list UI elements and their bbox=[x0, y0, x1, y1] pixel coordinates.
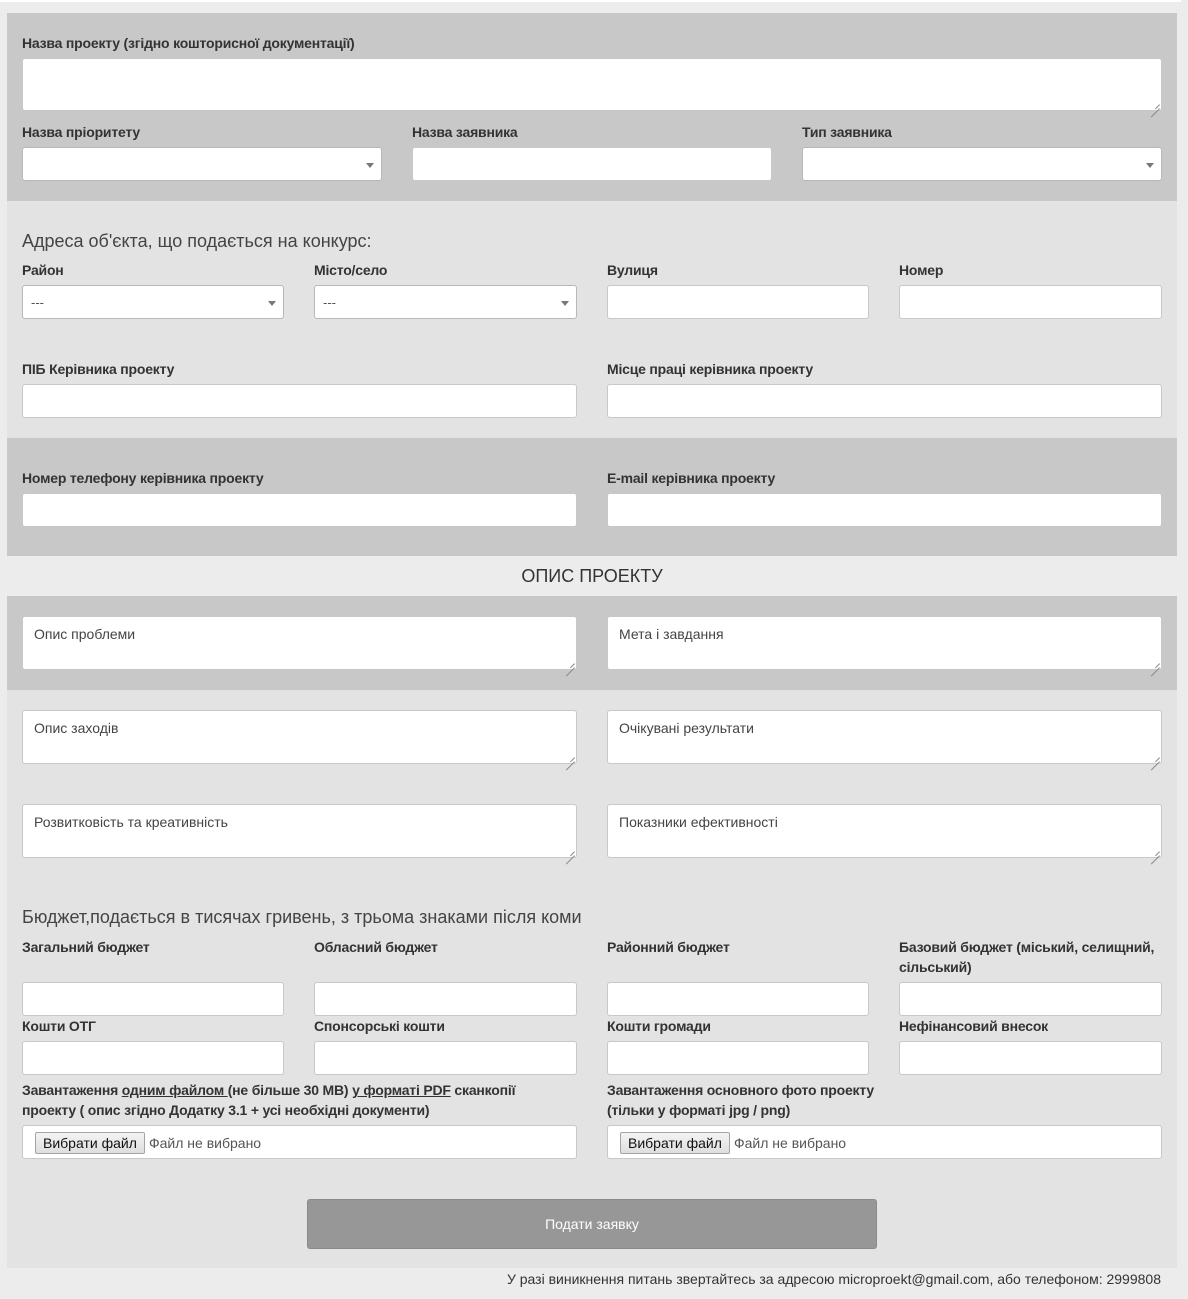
manager-name-input[interactable] bbox=[22, 384, 577, 418]
total-budget-input[interactable] bbox=[22, 982, 284, 1016]
priority-select[interactable] bbox=[22, 147, 382, 181]
community-funds-input[interactable] bbox=[607, 1041, 869, 1075]
choose-file-button[interactable]: Вибрати файл bbox=[620, 1132, 730, 1154]
address-section bbox=[7, 201, 1177, 338]
resize-grip-icon[interactable] bbox=[1150, 846, 1160, 856]
chevron-down-icon bbox=[268, 301, 276, 306]
goal-placeholder: Мета і завдання bbox=[619, 626, 724, 642]
upload-label-emphasis: одним файлом bbox=[121, 1082, 228, 1098]
document-upload-label bbox=[22, 1080, 562, 1120]
base-budget-input[interactable] bbox=[899, 982, 1162, 1016]
applicant-type-label: Тип заявника bbox=[802, 124, 892, 140]
resize-grip-icon[interactable] bbox=[565, 658, 575, 668]
application-form bbox=[7, 0, 1177, 1299]
manager-workplace-label: Місце праці керівника проекту bbox=[607, 361, 813, 377]
applicant-label: Назва заявника bbox=[412, 124, 518, 140]
results-textarea[interactable] bbox=[607, 710, 1162, 764]
submit-button[interactable]: Подати заявку bbox=[307, 1199, 877, 1249]
total-budget-label: Загальний бюджет bbox=[22, 939, 150, 955]
manager-name-label: ПІБ Керівника проекту bbox=[22, 361, 175, 377]
street-label: Вулиця bbox=[607, 262, 658, 278]
base-budget-label: Базовий бюджет (міський, селищний, сільський) bbox=[899, 939, 1155, 975]
choose-file-button[interactable]: Вибрати файл bbox=[35, 1132, 145, 1154]
district-select-value: --- bbox=[31, 295, 44, 310]
measures-textarea[interactable] bbox=[22, 710, 577, 764]
chevron-down-icon bbox=[366, 163, 374, 168]
district-select[interactable] bbox=[22, 285, 284, 319]
upload-label-emphasis: у форматі PDF bbox=[352, 1082, 451, 1098]
district-budget-label: Районний бюджет bbox=[607, 939, 730, 955]
otg-funds-label: Кошти ОТГ bbox=[22, 1018, 96, 1034]
address-heading: Адреса об'єкта, що подається на конкурс: bbox=[22, 231, 372, 251]
resize-grip-icon[interactable] bbox=[565, 846, 575, 856]
manager-email-input[interactable] bbox=[607, 493, 1162, 527]
manager-phone-label: Номер телефону керівника проекту bbox=[22, 470, 264, 486]
district-label: Район bbox=[22, 262, 64, 278]
manager-email-label: E-mail керівника проекту bbox=[607, 470, 776, 486]
manager-section bbox=[7, 338, 1177, 438]
measures-placeholder: Опис заходів bbox=[34, 720, 119, 736]
project-name-input[interactable] bbox=[22, 58, 1162, 111]
nonfinancial-label: Нефінансовий внесок bbox=[899, 1018, 1048, 1034]
results-placeholder: Очікувані результати bbox=[619, 720, 754, 736]
community-funds-label: Кошти громади bbox=[607, 1018, 711, 1034]
regional-budget-label: Обласний бюджет bbox=[314, 939, 438, 955]
efficiency-textarea[interactable] bbox=[607, 804, 1162, 858]
efficiency-placeholder: Показники ефективності bbox=[619, 814, 778, 830]
manager-workplace-input[interactable] bbox=[607, 384, 1162, 418]
street-input[interactable] bbox=[607, 285, 869, 319]
manager-phone-input[interactable] bbox=[22, 493, 577, 527]
resize-grip-icon[interactable] bbox=[1150, 752, 1160, 762]
number-label: Номер bbox=[899, 262, 944, 278]
city-select-value: --- bbox=[323, 295, 336, 310]
development-textarea[interactable] bbox=[22, 804, 577, 858]
photo-upload-label: Завантаження основного фото проекту (тільки у форматі jpg / png) bbox=[607, 1082, 874, 1118]
otg-funds-input[interactable] bbox=[22, 1041, 284, 1075]
city-select[interactable] bbox=[314, 285, 577, 319]
number-input[interactable] bbox=[899, 285, 1162, 319]
development-placeholder: Розвитковість та креативність bbox=[34, 814, 228, 830]
upload-label-part: сканкопії проекту ( опис згідно Додатку 3.1 + усі необхідні документи) bbox=[22, 1082, 516, 1118]
project-name-label: Назва проекту (згідно кошторисної документації) bbox=[22, 35, 355, 51]
priority-label: Назва пріоритету bbox=[22, 124, 140, 140]
goal-textarea[interactable] bbox=[607, 616, 1162, 670]
sponsor-funds-label: Спонсорські кошти bbox=[314, 1018, 445, 1034]
chevron-down-icon bbox=[1146, 163, 1154, 168]
contact-footer: У разі виникнення питань звертайтесь за адресою microproekt@gmail.com, або телефоном: 2999808 bbox=[506, 1271, 1161, 1287]
resize-grip-icon[interactable] bbox=[565, 752, 575, 762]
main-section bbox=[7, 690, 1177, 1268]
city-label: Місто/село bbox=[314, 262, 388, 278]
applicant-type-select[interactable] bbox=[802, 147, 1162, 181]
nonfinancial-input[interactable] bbox=[899, 1041, 1162, 1075]
problem-textarea[interactable] bbox=[22, 616, 577, 670]
document-file-input[interactable] bbox=[22, 1125, 577, 1159]
problem-placeholder: Опис проблеми bbox=[34, 626, 136, 642]
budget-heading: Бюджет,подається в тисячах гривень, з трьома знаками після коми bbox=[22, 907, 582, 927]
file-status: Файл не вибрано bbox=[149, 1135, 262, 1151]
upload-label-part: Завантаження bbox=[22, 1082, 122, 1098]
project-info-section bbox=[7, 13, 1177, 201]
contact-section bbox=[7, 438, 1177, 556]
photo-file-input[interactable] bbox=[607, 1125, 1162, 1159]
sponsor-funds-input[interactable] bbox=[314, 1041, 577, 1075]
resize-grip-icon[interactable] bbox=[1150, 99, 1160, 109]
district-budget-input[interactable] bbox=[607, 982, 869, 1016]
regional-budget-input[interactable] bbox=[314, 982, 577, 1016]
description-title: ОПИС ПРОЕКТУ bbox=[521, 566, 663, 586]
applicant-input[interactable] bbox=[412, 147, 772, 181]
resize-grip-icon[interactable] bbox=[1150, 658, 1160, 668]
upload-label-part: (не більше 30 MB) bbox=[227, 1082, 353, 1098]
file-status: Файл не вибрано bbox=[734, 1135, 847, 1151]
description-row-1 bbox=[7, 596, 1177, 690]
chevron-down-icon bbox=[561, 301, 569, 306]
